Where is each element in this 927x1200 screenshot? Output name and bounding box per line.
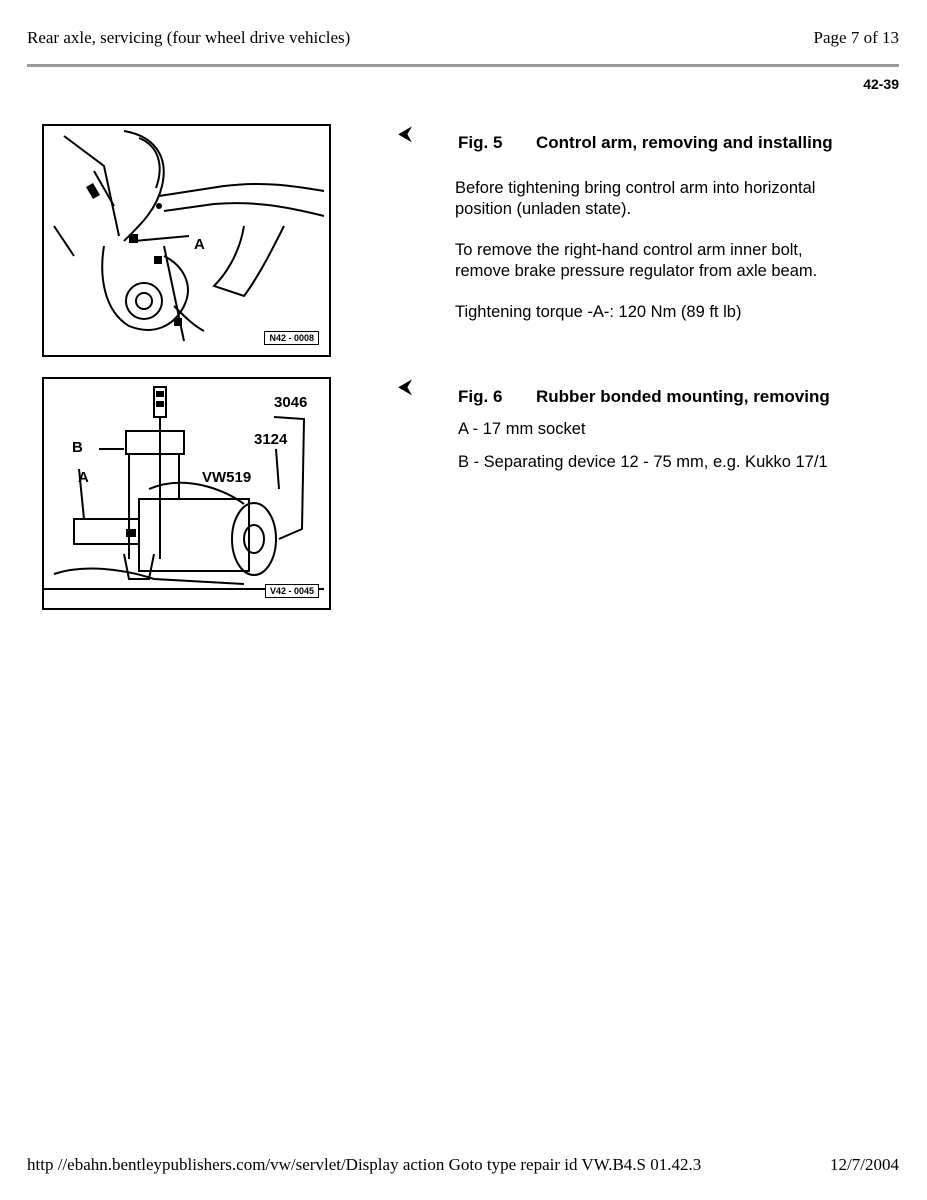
fig6-label-vw519: VW519 xyxy=(202,469,252,486)
footer-date: 12/7/2004 xyxy=(830,1155,899,1174)
fig6-arrow-icon: ⮜ xyxy=(398,376,413,398)
fig5-torque: Tightening torque -A-: 120 Nm (89 ft lb) xyxy=(455,303,742,321)
fig6-legend-b: B - Separating device 12 - 75 mm, e.g. Kukko 17/1 xyxy=(458,453,828,471)
fig6-illustration xyxy=(42,377,331,610)
fig5-text-line: remove brake pressure regulator from axle beam. xyxy=(455,262,818,280)
fig5-number: Fig. 5 xyxy=(458,133,503,152)
fig5-caption xyxy=(458,133,833,153)
fig6-legend-a: A - 17 mm socket xyxy=(458,420,586,438)
section-number: 42-39 xyxy=(863,76,899,92)
fig6-image-code: V42 - 0045 xyxy=(265,584,319,598)
header-divider xyxy=(27,64,899,67)
fig6-title: Rubber bonded mounting, removing xyxy=(536,387,830,406)
fig5-text-line: To remove the right-hand control arm inner bolt, xyxy=(455,241,803,259)
fig5-text-line: Before tightening bring control arm into horizontal xyxy=(455,179,816,197)
fig6-caption xyxy=(458,387,830,407)
control-arm-drawing xyxy=(44,126,329,355)
page-counter: Page 7 of 13 xyxy=(813,28,899,47)
fig5-image-code: N42 - 0008 xyxy=(264,331,319,345)
fig6-label-a: A xyxy=(78,469,89,486)
fig5-arrow-icon: ⮜ xyxy=(398,123,413,145)
fig5-label-a: A xyxy=(194,236,205,253)
document-title: Rear axle, servicing (four wheel drive vehicles) xyxy=(27,28,351,47)
fig6-label-3046: 3046 xyxy=(274,394,308,411)
rubber-mounting-drawing xyxy=(44,379,329,608)
fig5-illustration xyxy=(42,124,331,357)
fig6-label-b: B xyxy=(72,439,83,456)
fig6-number: Fig. 6 xyxy=(458,387,503,406)
fig6-label-3124: 3124 xyxy=(254,431,288,448)
fig5-title: Control arm, removing and installing xyxy=(536,133,833,152)
footer-url: http //ebahn.bentleypublishers.com/vw/servlet/Display action Goto type repair id VW.B4.S 01.42.3 xyxy=(27,1155,702,1174)
fig5-text-line: position (unladen state). xyxy=(455,200,632,218)
